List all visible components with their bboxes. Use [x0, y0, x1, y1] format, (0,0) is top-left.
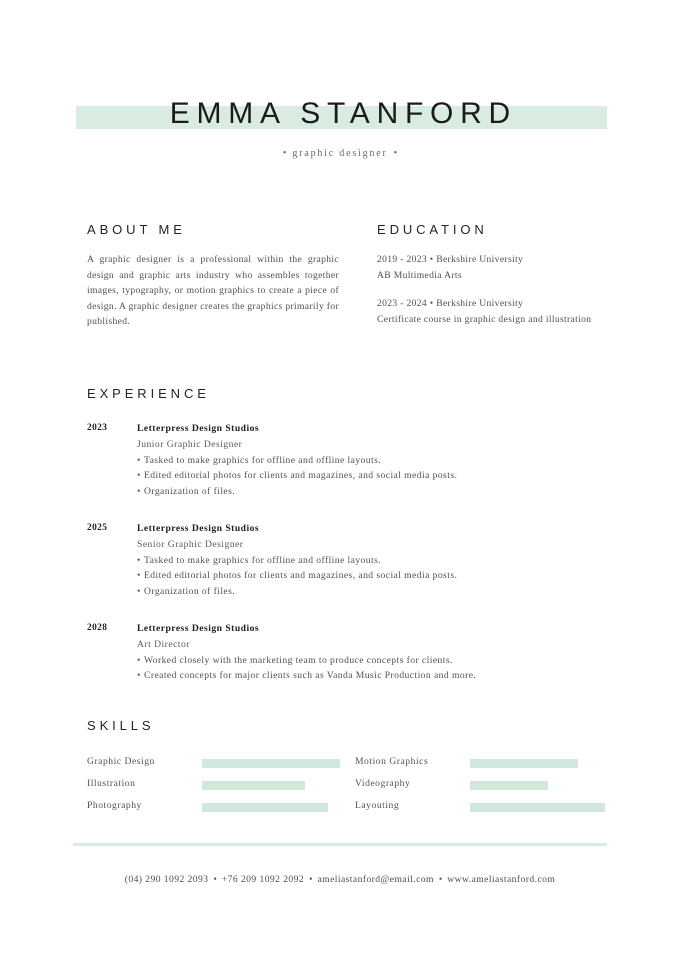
skill-row	[355, 756, 607, 769]
education-heading: EDUCATION	[377, 222, 488, 237]
education-item-program: AB Multimedia Arts	[377, 269, 462, 281]
experience-role: Junior Graphic Designer	[137, 438, 243, 450]
bullet-glyph: •	[137, 654, 141, 666]
skill-level-bar	[202, 803, 328, 812]
skill-label: Illustration	[87, 778, 136, 789]
bullet-glyph: •	[137, 454, 141, 466]
bullet-glyph: •	[137, 470, 141, 482]
footer-divider	[73, 843, 607, 846]
experience-year: 2025	[87, 522, 108, 533]
skill-level-bar	[470, 803, 605, 812]
contact-separator: •	[309, 874, 313, 885]
skill-label: Photography	[87, 800, 142, 811]
subtitle-text: graphic designer	[292, 148, 388, 159]
experience-heading: EXPERIENCE	[87, 386, 210, 401]
contact-website[interactable]: www.ameliastanford.com	[447, 874, 556, 885]
skill-row	[87, 800, 347, 813]
job-title-subtitle	[0, 148, 680, 159]
contact-email[interactable]: ameliastanford@email.com	[317, 874, 434, 885]
experience-bullet-list	[137, 453, 607, 500]
experience-bullet-item	[137, 568, 607, 584]
skill-label: Videography	[355, 778, 411, 789]
subtitle-bullet-right: •	[393, 148, 398, 159]
experience-list	[87, 421, 607, 684]
experience-bullet-item	[137, 668, 607, 684]
experience-bullet-text: Tasked to make graphics for offline and offline layouts.	[144, 454, 382, 466]
experience-bullet-text: Created concepts for major clients such as Vanda Music Production and more.	[144, 670, 477, 682]
experience-bullet-item	[137, 653, 607, 669]
skill-label: Graphic Design	[87, 756, 155, 767]
education-item-program: Certificate course in graphic design and illustration	[377, 313, 592, 325]
experience-bullet-text: Organization of files.	[144, 486, 236, 498]
experience-bullet-item	[137, 553, 607, 569]
experience-bullet-text: Tasked to make graphics for offline and offline layouts.	[144, 554, 382, 566]
bullet-glyph: •	[137, 586, 141, 598]
skill-row	[87, 778, 347, 791]
education-section	[377, 222, 607, 327]
experience-bullet-item	[137, 584, 607, 600]
bullet-glyph: •	[137, 570, 141, 582]
skill-level-bar	[202, 759, 340, 768]
skill-label: Motion Graphics	[355, 756, 429, 767]
skills-grid	[87, 756, 607, 821]
about-me-heading: ABOUT ME	[87, 222, 186, 237]
education-item	[377, 296, 607, 327]
experience-bullet-list	[137, 553, 607, 600]
about-me-section	[87, 222, 339, 330]
skill-row	[87, 756, 347, 769]
skill-level-bar	[202, 781, 305, 790]
about-me-text: A graphic designer is a professional within the graphic design and graphic arts industry who assembles together images, typography, or motion graphics to create a piece of design. A graphic designer creates the graphics primarily for published.	[87, 254, 340, 328]
candidate-name: EMMA STANFORD	[169, 97, 517, 130]
subtitle-bullet-left: •	[282, 148, 287, 159]
experience-bullet-text: Worked closely with the marketing team to produce concepts for clients.	[144, 654, 453, 666]
skill-level-bar	[470, 759, 578, 768]
experience-bullet-text: Organization of files.	[144, 586, 236, 598]
footer-contact-line	[0, 874, 680, 885]
experience-bullet-item	[137, 484, 607, 500]
bullet-glyph: •	[137, 670, 141, 682]
bullet-glyph: •	[137, 554, 141, 566]
experience-company: Letterpress Design Studios	[137, 622, 260, 634]
skill-row	[355, 800, 607, 813]
experience-section	[87, 386, 607, 684]
contact-phone-secondary: +76 209 1092 2092	[221, 874, 305, 885]
contact-phone-primary: (04) 290 1092 2093	[124, 874, 209, 885]
experience-entry	[87, 521, 607, 600]
experience-year: 2023	[87, 423, 108, 433]
skill-row	[355, 778, 607, 791]
bullet-glyph: •	[137, 486, 141, 498]
experience-entry	[87, 421, 607, 500]
experience-role: Senior Graphic Designer	[137, 538, 244, 550]
experience-entry	[87, 621, 607, 684]
skills-heading: SKILLS	[87, 718, 155, 733]
skills-section	[87, 718, 607, 821]
experience-bullet-text: Edited editorial photos for clients and magazines, and social media posts.	[144, 470, 458, 482]
name-band-wrapper	[0, 96, 680, 140]
experience-year: 2028	[87, 622, 108, 633]
education-list	[377, 252, 607, 327]
education-item-dates-school: 2019 - 2023 • Berkshire University	[377, 254, 524, 265]
contact-separator: •	[438, 874, 443, 885]
education-item-dates-school: 2023 - 2024 • Berkshire University	[377, 298, 524, 310]
experience-bullet-list	[137, 653, 607, 685]
skill-label: Layouting	[355, 800, 400, 811]
experience-bullet-item	[137, 453, 607, 469]
resume-header	[0, 96, 680, 159]
education-item	[377, 252, 607, 283]
skill-level-bar	[470, 781, 548, 790]
contact-separator: •	[213, 874, 217, 885]
experience-bullet-item	[137, 468, 607, 484]
experience-bullet-text: Edited editorial photos for clients and magazines, and social media posts.	[144, 570, 458, 582]
experience-role: Art Director	[137, 638, 190, 650]
experience-company: Letterpress Design Studios	[137, 522, 260, 534]
experience-company: Letterpress Design Studios	[137, 423, 260, 434]
